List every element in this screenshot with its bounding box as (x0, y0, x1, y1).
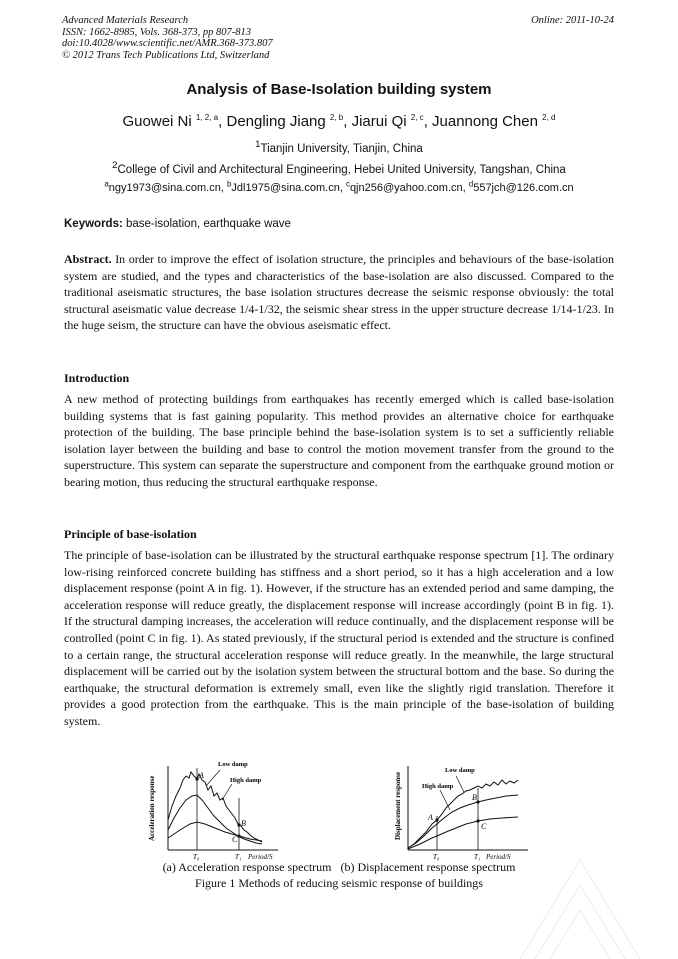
point-c-label: C (481, 822, 487, 831)
doi-line[interactable]: doi:10.4028/www.scientific.net/AMR.368-373.807 (62, 38, 273, 49)
email-link[interactable]: 557jch@126.com.cn (473, 182, 574, 194)
high-damp-curve (168, 795, 262, 844)
email-link[interactable]: Jdl1975@sina.com.cn (231, 182, 340, 194)
x-axis-label: Period/S (486, 853, 511, 861)
t1-label: T₁ (474, 853, 481, 861)
abstract-label: Abstract. (64, 252, 112, 266)
figure-subcaption: (a) Acceleration response spectrum (b) Displacement response spectrum (162, 860, 516, 874)
author-sup: 2, d (542, 113, 556, 122)
point-b-label: B (241, 819, 246, 828)
point-a-marker (435, 818, 438, 821)
x-axis-label: Period/S (248, 853, 273, 861)
low-damp-label: Low damp (218, 761, 248, 768)
point-a-label: A (428, 813, 433, 822)
introduction-heading: Introduction (64, 371, 130, 385)
high-damp-label: High damp (422, 783, 454, 790)
t0-label: T₀ (433, 853, 440, 861)
figure-caption: Figure 1 Methods of reducing seismic response of buildings (195, 876, 483, 890)
author-name: Guowei Ni (122, 113, 192, 130)
affiliation-text: Tianjin University, Tianjin, China (260, 142, 423, 155)
affiliation-sup: 2 (112, 160, 118, 171)
email-link[interactable]: qjn256@yahoo.com.cn (349, 182, 463, 194)
point-c-marker (476, 819, 479, 822)
journal-header (62, 15, 273, 61)
affiliation-sup: 1 (255, 139, 261, 150)
email-list: $^a$ngy1973@sina.com.cn, $^b$Jdl1975@sina.com.cn, $^c$qjn256@yahoo.com.cn, $^d$557jch@126.com.cn (104, 179, 574, 194)
high-damp-leader (440, 790, 450, 810)
abstract-text: In order to improve the effect of isolation structure, the principles and behaviours of the base-isolation system are studied, and the types and characteristics of the base-isolation are also discussed. Compared to the traditional aseismatic structures, the base isolation structures decrease the seismic response obviously: the total structural aseismatic value decrease 1/4-1/32, the seismic shear stress in the upper structure decrease 1/14-1/23. In the huge seism, the structure can have the obvious aseismatic effect. (64, 252, 615, 333)
online-date: Online: 2011-10-24 (531, 15, 614, 26)
author-name: Dengling Jiang (226, 113, 326, 130)
author-sup: 1, 2, a (195, 113, 219, 122)
author-name: Jiarui Qi (351, 113, 407, 130)
author-name: Juannong Chen (432, 113, 538, 130)
email-sup: b (226, 179, 232, 189)
introduction-text: A new method of protecting buildings from earthquakes has recently emerged which is called base-isolation building systems that is fast gaining popularity. This method provides an alternative choice for earthquake protection of the building. The base principle behind the base-isolation system is to set a sufficiently reliable isolation layer between the building and base to control the motion movement transfer from the ground to the superstructure. This system can separate the superstructure and component from the earthquake ground motion or bearing motion, thus reducing the structural earthquake response. (64, 392, 614, 489)
affiliation-2 (0, 160, 678, 176)
y-axis-label: Acceleration response (148, 775, 156, 841)
point-c-marker (237, 834, 240, 837)
y-axis-label: Displacement response (394, 771, 402, 840)
high-damp-label: High damp (230, 777, 262, 784)
email-sup: d (468, 179, 474, 189)
email-sup: c (345, 179, 350, 189)
author-list: Guowei Ni $^{1, 2, a}$, Dengling Jiang $^{2, b}$, Jiarui Qi $^{2, c}$, Juannong Chen $^{2, d}$ (122, 113, 556, 130)
figure-acceleration-spectrum (150, 758, 280, 862)
author-sup: 2, c (410, 113, 424, 122)
figure-displacement-spectrum (390, 758, 530, 862)
t0-label: T₀ (193, 853, 200, 861)
principle-heading: Principle of base-isolation (64, 527, 197, 541)
baseline-curve (168, 822, 262, 841)
point-a-label: A (199, 771, 204, 780)
copyright-line: © 2012 Trans Tech Publications Ltd, Switzerland (62, 49, 270, 61)
keywords (64, 218, 291, 230)
email-link[interactable]: ngy1973@sina.com.cn (108, 182, 221, 194)
affiliation-text: College of Civil and Architectural Engineering, Hebei United University, Tangshan, China (117, 163, 566, 176)
paper-title: Analysis of Base-Isolation building system (186, 81, 492, 98)
high-damp-curve (408, 795, 518, 848)
low-damp-leader (456, 776, 464, 792)
point-c-label: C (232, 835, 238, 844)
low-damp-label: Low damp (445, 767, 475, 774)
journal-name: Advanced Materials Research (62, 15, 189, 26)
abstract (64, 251, 614, 334)
author-sup: 2, b (329, 113, 344, 122)
point-b-label: B (472, 793, 477, 802)
low-damp-leader (206, 770, 220, 786)
watermark-graphic (450, 860, 678, 959)
principle-text: The principle of base-isolation can be illustrated by the structural earthquake response spectrum [1]. The ordinary low-rising reinforced concrete building has stiffness and a short period, so it has a high acceleration and a low displacement response (point A in fig. 1). However, if the structure has an extended period and same damping, the acceleration response will reduce greatly, the displacement response will increase accordingly (point B in fig. 1). If the structural damping increases, the acceleration will reduce continually, and the displacement response will be controlled (point C in fig. 1). As stated previously, if the structural period is extended and the structure is confined to a certain range, the structural acceleration response will reduce greatly. In the meanwhile, the large structural displacement will be carried out by the isolation system between the structural bottom and the base. So during the earthquake, the structural deformation is extremely small, even like the slightly rigid translation. Therefore it provides a good protection from the earthquake. This is the main principle of the base-isolation of building system. (64, 548, 614, 728)
issn-line: ISSN: 1662-8985, Vols. 368-373, pp 807-813 (62, 26, 251, 38)
keywords-text: base-isolation, earthquake wave (126, 218, 291, 230)
keywords-label: Keywords: (64, 218, 123, 230)
high-damp-leader (222, 784, 232, 800)
email-sup: a (104, 179, 109, 189)
t1-label: T₁ (235, 853, 242, 861)
affiliation-1 (0, 139, 678, 155)
